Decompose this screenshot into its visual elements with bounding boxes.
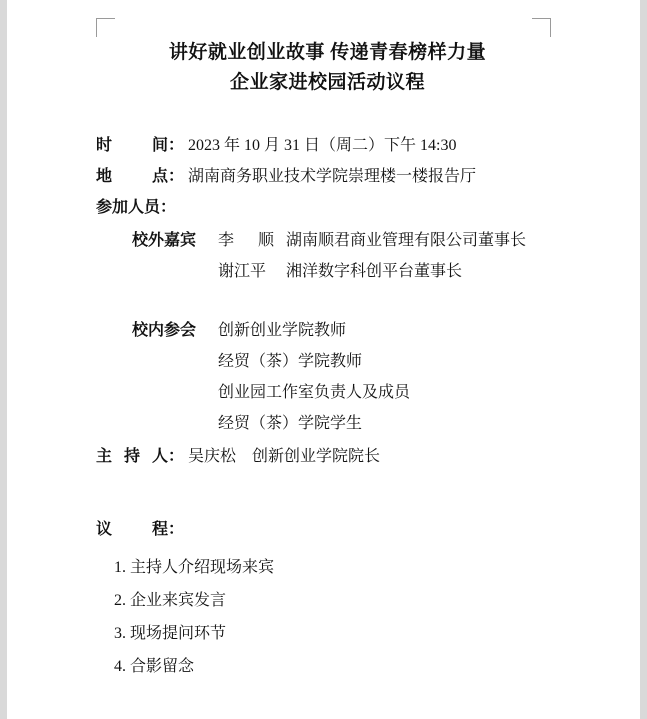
internal-guest-item-3: 创业园工作室负责人及成员 bbox=[218, 384, 411, 401]
external-guest-1-name: 李 顺 bbox=[218, 232, 274, 249]
internal-guests-block bbox=[96, 315, 559, 439]
field-time bbox=[96, 130, 559, 161]
agenda-colon: ： bbox=[168, 521, 185, 538]
external-guest-2-affiliation: 湘洋数字科创平台董事长 bbox=[286, 263, 463, 280]
crop-mark-top-left bbox=[96, 18, 115, 37]
document-title bbox=[96, 38, 559, 98]
place-colon: ： bbox=[168, 168, 185, 185]
agenda-item: 3. 现场提问环节 bbox=[114, 625, 227, 642]
document-body bbox=[96, 130, 559, 683]
time-label: 时 间 bbox=[96, 137, 168, 154]
host-label: 主 持 人 bbox=[96, 448, 168, 465]
field-place bbox=[96, 161, 559, 192]
host-name: 吴庆松 bbox=[188, 448, 237, 465]
agenda-list bbox=[96, 551, 559, 683]
internal-guests-label: 校内参会 bbox=[132, 322, 197, 339]
agenda-label: 议 程 bbox=[96, 521, 168, 538]
page-left-margin bbox=[0, 0, 7, 719]
agenda-heading bbox=[96, 514, 559, 545]
title-line-1: 讲好就业创业故事 传递青春榜样力量 bbox=[168, 42, 487, 63]
document-content bbox=[96, 38, 559, 683]
external-guest-row-1 bbox=[132, 225, 559, 256]
external-guest-row-2 bbox=[132, 256, 559, 287]
internal-guest-item-4: 经贸（茶）学院学生 bbox=[218, 415, 363, 432]
external-guests-block bbox=[96, 225, 559, 287]
external-guests-label: 校外嘉宾 bbox=[132, 232, 197, 249]
external-guest-2-name: 谢江平 bbox=[218, 263, 267, 280]
place-value: 湖南商务职业技术学院崇理楼一楼报告厅 bbox=[188, 168, 477, 185]
place-label: 地 点 bbox=[96, 168, 168, 185]
agenda-item: 4. 合影留念 bbox=[114, 658, 195, 675]
external-guest-1-affiliation: 湖南顺君商业管理有限公司董事长 bbox=[286, 232, 527, 249]
section-gap bbox=[96, 287, 559, 313]
time-value: 2023 年 10 月 31 日（周二）下午 14:30 bbox=[188, 137, 457, 154]
title-line-2: 企业家进校园活动议程 bbox=[229, 72, 425, 93]
internal-guest-item-1: 创新创业学院教师 bbox=[218, 322, 347, 339]
time-colon: ： bbox=[168, 137, 185, 154]
page-right-margin bbox=[640, 0, 647, 719]
internal-guest-row-1 bbox=[132, 315, 559, 346]
participants-label: 参加人员： bbox=[96, 199, 177, 216]
host-role: 创新创业学院院长 bbox=[252, 448, 381, 465]
agenda-item: 1. 主持人介绍现场来宾 bbox=[114, 559, 275, 576]
internal-guest-item-2: 经贸（茶）学院教师 bbox=[218, 353, 363, 370]
agenda-item: 2. 企业来宾发言 bbox=[114, 592, 227, 609]
field-host bbox=[96, 441, 559, 472]
host-colon: ： bbox=[168, 448, 185, 465]
crop-mark-top-right bbox=[532, 18, 551, 37]
